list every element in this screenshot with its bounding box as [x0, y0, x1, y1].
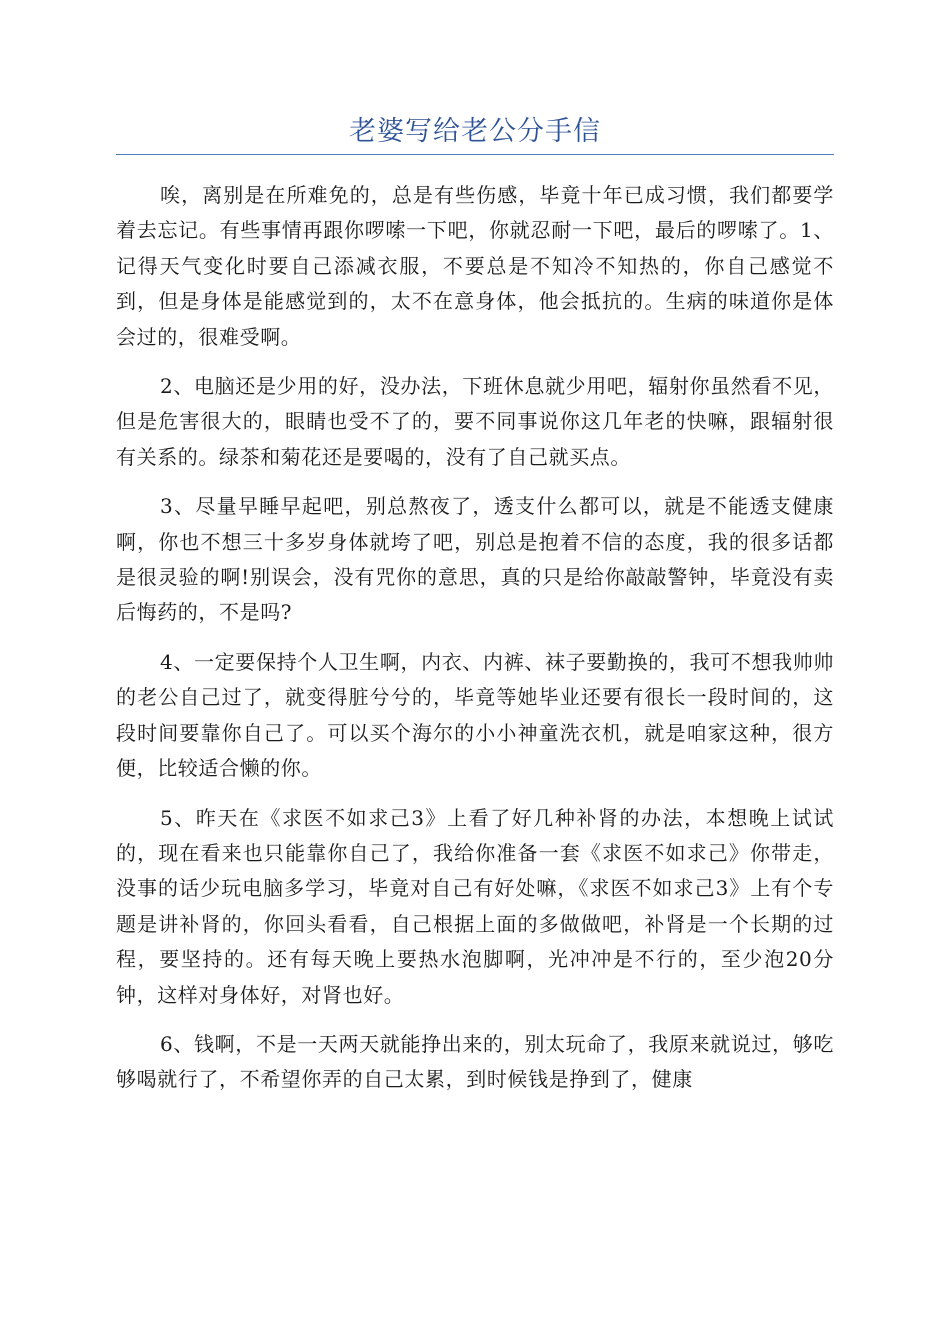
- paragraph-6: 6、钱啊，不是一天两天就能挣出来的，别太玩命了，我原来就说过，够吃够喝就行了，不希望你弄的自己太累，到时候钱是挣到了，健康: [116, 1031, 834, 1092]
- title-underline: [116, 154, 834, 155]
- paragraph-4: 4、一定要保持个人卫生啊，内衣、内裤、袜子要勤换的，我可不想我帅帅的老公自己过了，就变得脏兮兮的，毕竟等她毕业还要有很长一段时间的，这段时间要靠你自己了。可以买个海尔的小小神童洗衣机，就是咱家这种，很方便，比较适合懒的你。: [116, 649, 834, 781]
- paragraph-1: 唉，离别是在所难免的，总是有些伤感，毕竟十年已成习惯，我们都要学着去忘记。有些事情再跟你啰嗦一下吧，你就忍耐一下吧，最后的啰嗦了。1、记得天气变化时要自己添减衣服，不要总是不知冷不知热的，你自己感觉不到，但是身体是能感觉到的，太不在意身体，他会抵抗的。生病的味道你是体会过的，很难受啊。: [116, 183, 834, 349]
- document-body: [116, 178, 834, 1112]
- paragraph-2: 2、电脑还是少用的好，没办法，下班休息就少用吧，辐射你虽然看不见，但是危害很大的，眼睛也受不了的，要不同事说你这几年老的快嘛，跟辐射很有关系的。绿茶和菊花还是要喝的，没有了自己就买点。: [116, 374, 834, 469]
- paragraph-5: 5、昨天在《求医不如求己3》上看了好几种补肾的办法，本想晚上试试的，现在看来也只能靠你自己了，我给你准备一套《求医不如求己》你带走，没事的话少玩电脑多学习，毕竟对自己有好处嘛，《求医不如求己3》上有个专题是讲补肾的，你回头看看，自己根据上面的多做做吧，补肾是一个长期的过程，要坚持的。还有每天晚上要热水泡脚啊，光冲冲是不行的，至少泡20分钟，这样对身体好，对肾也好。: [116, 805, 834, 1007]
- paragraph-3: 3、尽量早睡早起吧，别总熬夜了，透支什么都可以，就是不能透支健康啊，你也不想三十多岁身体就垮了吧，别总是抱着不信的态度，我的很多话都是很灵验的啊!别误会，没有咒你的意思，真的只是给你敲敲警钟，毕竟没有卖后悔药的，不是吗?: [116, 494, 834, 625]
- document-title: 老婆写给老公分手信: [349, 116, 601, 147]
